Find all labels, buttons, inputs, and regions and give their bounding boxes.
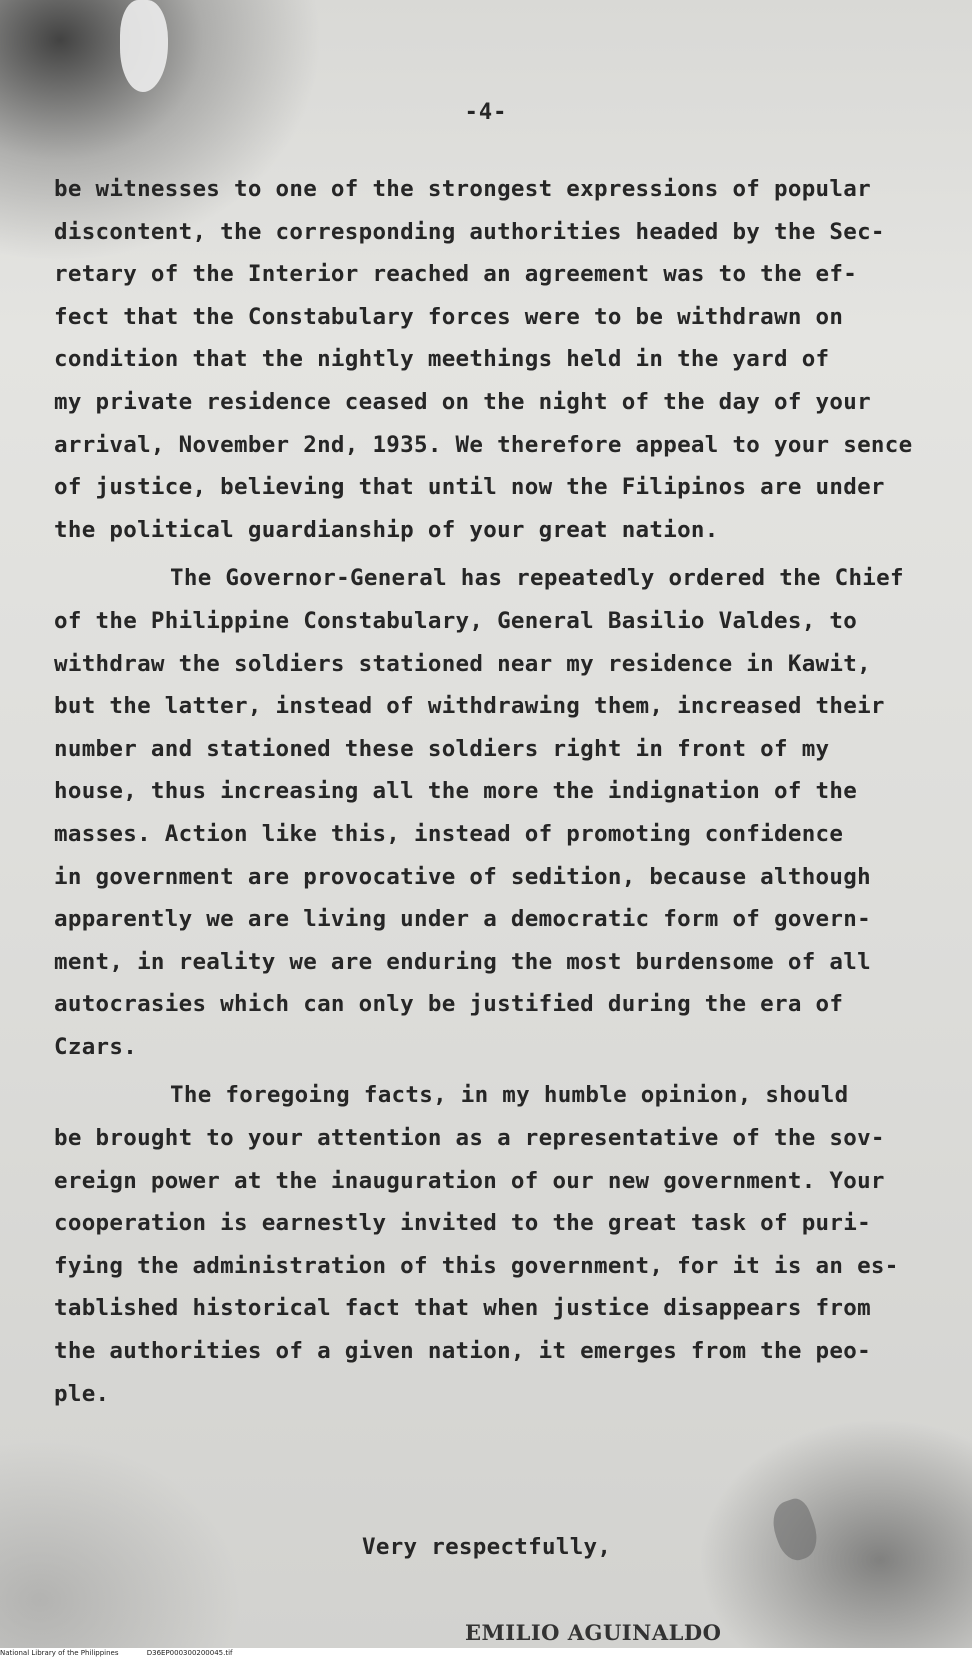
text-line: number and stationed these soldiers right in front of my	[54, 735, 830, 762]
text-line: but the latter, instead of withdrawing them, increased their	[54, 693, 885, 720]
paper-smudge	[766, 1495, 824, 1565]
signature: EMILIO AGUINALDO	[465, 1620, 722, 1645]
footer-source: National Library of the Philippines	[0, 1649, 119, 1657]
text-line: masses. Action like this, instead of promoting confidence	[54, 820, 844, 847]
text-line: apparently we are living under a democratic form of govern-	[54, 906, 871, 933]
page-number: -4-	[464, 100, 508, 125]
text-line: fying the administration of this government, for it is an es-	[54, 1252, 899, 1279]
text-line: be witnesses to one of the strongest expressions of popular	[54, 176, 871, 202]
text-line: retary of the Interior reached an agreement was to the ef-	[54, 261, 858, 288]
text-line: cooperation is earnestly invited to the great task of puri-	[54, 1210, 871, 1237]
text-line: ment, in reality we are enduring the most burdensome of all	[54, 948, 871, 975]
text-line: tablished historical fact that when justice disappears from	[54, 1295, 871, 1322]
text-line: the political guardianship of your great nation.	[54, 516, 719, 543]
text-line: be brought to your attention as a representative of the sov-	[54, 1125, 885, 1152]
text-line: discontent, the corresponding authorities headed by the Sec-	[54, 218, 885, 245]
text-line: house, thus increasing all the more the indignation of the	[54, 778, 858, 805]
paper-blot	[120, 0, 168, 92]
text-line: of justice, believing that until now the Filipinos are under	[54, 474, 885, 501]
text-line: withdraw the soldiers stationed near my residence in Kawit,	[54, 650, 871, 677]
text-line: arrival, November 2nd, 1935. We therefore appeal to your sence	[54, 431, 913, 458]
text-line: The foregoing facts, in my humble opinion, should	[170, 1082, 849, 1109]
text-line: ereign power at the inauguration of our new government. Your	[54, 1167, 885, 1194]
closing-salutation: Very respectfully,	[362, 1534, 612, 1560]
footer-filename: D36EP000300200045.tif	[146, 1649, 233, 1657]
text-line: in government are provocative of sedition, because although	[54, 863, 871, 890]
letter-body	[54, 168, 954, 1415]
text-line: of the Philippine Constabulary, General Basilio Valdes, to	[54, 607, 858, 634]
text-line: autocrasies which can only be justified during the era of	[54, 991, 844, 1018]
scan-footer	[0, 1648, 972, 1658]
text-line: Czars.	[54, 1033, 138, 1060]
text-line: the authorities of a given nation, it emerges from the peo-	[54, 1338, 871, 1365]
text-line: The Governor-General has repeatedly ordered the Chief	[170, 565, 904, 592]
text-line: my private residence ceased on the night of the day of your	[54, 388, 871, 415]
text-line: ple.	[54, 1380, 110, 1407]
text-line: condition that the nightly meethings held in the yard of	[54, 346, 830, 373]
text-line: fect that the Constabulary forces were to be withdrawn on	[54, 303, 844, 330]
